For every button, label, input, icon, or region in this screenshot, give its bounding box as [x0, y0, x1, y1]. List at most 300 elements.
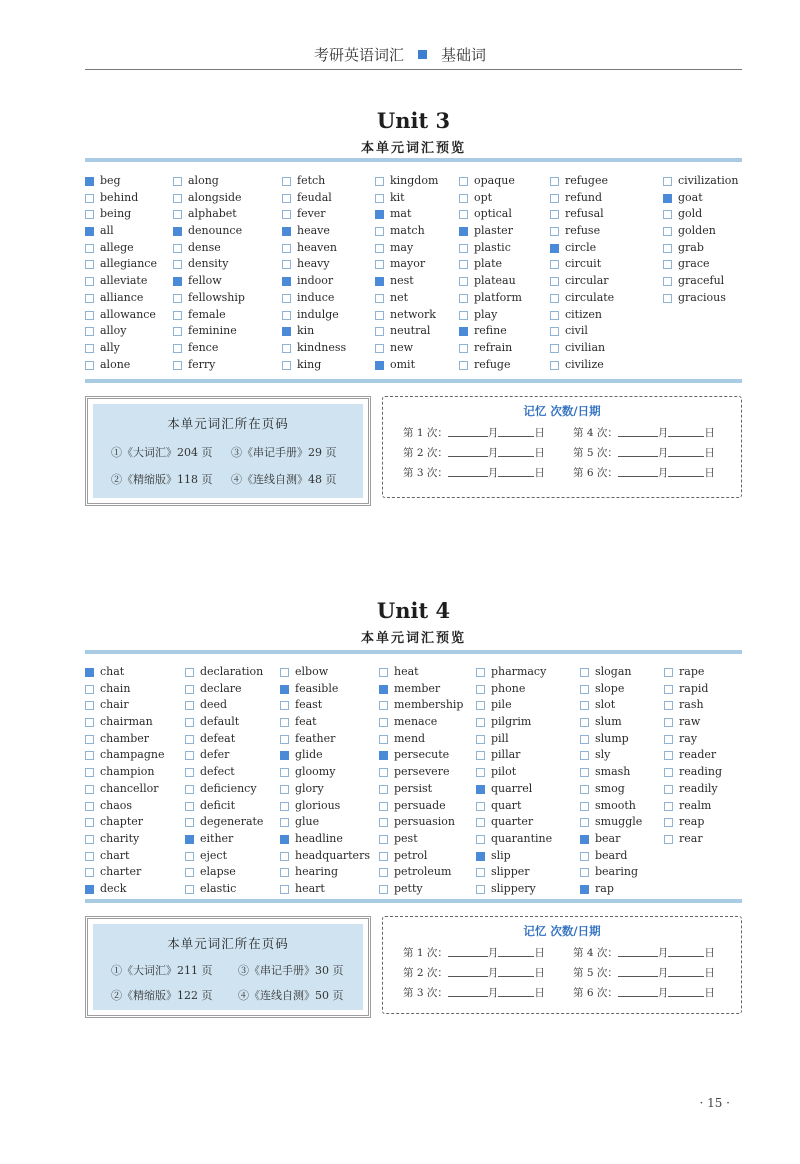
month-blank[interactable]: [448, 946, 488, 957]
month-blank[interactable]: [618, 446, 658, 457]
day-blank[interactable]: [498, 466, 534, 477]
word-checkbox[interactable]: [459, 344, 468, 353]
word-checkbox[interactable]: [580, 768, 589, 777]
word-label: feasible: [295, 681, 339, 695]
word-checkbox[interactable]: [580, 701, 589, 710]
memory-log-entry[interactable]: [403, 965, 545, 980]
word-checkbox[interactable]: [185, 868, 194, 877]
word-checkbox[interactable]: [663, 194, 672, 203]
memory-log-entry[interactable]: [403, 945, 545, 960]
memory-log-entry[interactable]: [403, 425, 545, 440]
word-label: fever: [297, 207, 326, 221]
word-checkbox[interactable]: [280, 718, 289, 727]
word-label: play: [474, 307, 498, 321]
word-checkbox[interactable]: [85, 311, 94, 320]
month-label: 月: [487, 967, 499, 979]
memory-log-entry[interactable]: [573, 965, 715, 980]
word-checkbox[interactable]: [459, 311, 468, 320]
word-label: being: [100, 207, 132, 221]
word-checkbox[interactable]: [282, 311, 291, 320]
word-checkbox[interactable]: [663, 177, 672, 186]
word-checkbox[interactable]: [379, 718, 388, 727]
word-checkbox[interactable]: [185, 718, 194, 727]
word-checkbox[interactable]: [580, 718, 589, 727]
word-checkbox[interactable]: [459, 210, 468, 219]
word-checkbox[interactable]: [664, 751, 673, 760]
day-blank[interactable]: [498, 986, 534, 997]
memory-log-entry[interactable]: [573, 445, 715, 460]
page-ref-item: ②《精缩版》118 页: [111, 473, 213, 486]
word-checkbox[interactable]: [459, 227, 468, 236]
word-checkbox[interactable]: [185, 802, 194, 811]
square-bullet-icon: [418, 50, 427, 59]
word-checkbox[interactable]: [379, 818, 388, 827]
word-checkbox[interactable]: [375, 177, 384, 186]
word-checkbox[interactable]: [459, 244, 468, 253]
word-checkbox[interactable]: [375, 311, 384, 320]
word-checkbox[interactable]: [459, 294, 468, 303]
word-checkbox[interactable]: [476, 885, 485, 894]
day-label: 日: [704, 987, 715, 999]
word-checkbox[interactable]: [375, 327, 384, 336]
word-checkbox[interactable]: [85, 852, 94, 861]
word-checkbox[interactable]: [550, 244, 559, 253]
word-checkbox[interactable]: [282, 277, 291, 286]
word-checkbox[interactable]: [664, 768, 673, 777]
word-checkbox[interactable]: [550, 227, 559, 236]
word-checkbox[interactable]: [459, 277, 468, 286]
word-checkbox[interactable]: [85, 361, 94, 370]
word-label: net: [390, 290, 409, 304]
word-checkbox[interactable]: [185, 885, 194, 894]
word-label: membership: [394, 698, 464, 712]
word-checkbox[interactable]: [85, 802, 94, 811]
word-label: deficiency: [200, 781, 257, 795]
word-checkbox[interactable]: [375, 260, 384, 269]
word-label: ally: [100, 340, 120, 354]
word-checkbox[interactable]: [580, 885, 589, 894]
word-checkbox[interactable]: [280, 735, 289, 744]
word-label: heavy: [297, 257, 330, 271]
month-blank[interactable]: [618, 986, 658, 997]
word-checkbox[interactable]: [664, 818, 673, 827]
word-checkbox[interactable]: [379, 868, 388, 877]
word-label: quart: [491, 798, 522, 812]
memory-log-entry[interactable]: [403, 445, 545, 460]
word-label: alliance: [100, 290, 144, 304]
word-label: allegiance: [100, 257, 157, 271]
word-label: may: [390, 240, 414, 254]
word-checkbox[interactable]: [85, 751, 94, 760]
word-label: heart: [295, 881, 325, 895]
day-blank[interactable]: [668, 466, 704, 477]
word-checkbox[interactable]: [664, 735, 673, 744]
word-label: pillar: [491, 748, 521, 762]
word-checkbox[interactable]: [550, 327, 559, 336]
word-label: member: [394, 681, 441, 695]
word-checkbox[interactable]: [85, 194, 94, 203]
word-checkbox[interactable]: [280, 751, 289, 760]
month-blank[interactable]: [618, 466, 658, 477]
month-blank[interactable]: [618, 946, 658, 957]
word-label: heat: [394, 665, 419, 678]
word-label: plateau: [474, 274, 516, 288]
word-checkbox[interactable]: [476, 802, 485, 811]
word-label: match: [390, 224, 425, 238]
word-checkbox[interactable]: [379, 685, 388, 694]
word-checkbox[interactable]: [85, 701, 94, 710]
word-checkbox[interactable]: [375, 227, 384, 236]
memory-log-entry[interactable]: [573, 945, 715, 960]
word-checkbox[interactable]: [379, 735, 388, 744]
word-checkbox[interactable]: [173, 194, 182, 203]
word-checkbox[interactable]: [580, 751, 589, 760]
word-checkbox[interactable]: [375, 210, 384, 219]
word-checkbox[interactable]: [173, 294, 182, 303]
word-checkbox[interactable]: [663, 294, 672, 303]
word-label: charity: [100, 831, 140, 845]
word-checkbox[interactable]: [476, 718, 485, 727]
word-checkbox[interactable]: [550, 260, 559, 269]
word-checkbox[interactable]: [476, 685, 485, 694]
word-label: smash: [595, 765, 631, 779]
word-label: persevere: [394, 765, 450, 779]
word-checkbox[interactable]: [185, 835, 194, 844]
word-checkbox[interactable]: [280, 802, 289, 811]
word-label: kit: [390, 190, 405, 204]
day-blank[interactable]: [668, 986, 704, 997]
day-blank[interactable]: [498, 426, 534, 437]
word-checkbox[interactable]: [85, 277, 94, 286]
word-checkbox[interactable]: [459, 194, 468, 203]
word-checkbox[interactable]: [173, 361, 182, 370]
word-label: beard: [595, 848, 628, 862]
word-checkbox[interactable]: [280, 685, 289, 694]
word-checkbox[interactable]: [580, 685, 589, 694]
word-checkbox[interactable]: [550, 344, 559, 353]
word-checkbox[interactable]: [85, 835, 94, 844]
word-label: slope: [595, 681, 625, 695]
word-checkbox[interactable]: [85, 344, 94, 353]
word-checkbox[interactable]: [459, 327, 468, 336]
month-blank[interactable]: [448, 966, 488, 977]
word-checkbox[interactable]: [185, 768, 194, 777]
word-checkbox[interactable]: [580, 802, 589, 811]
month-blank[interactable]: [618, 966, 658, 977]
word-checkbox[interactable]: [185, 668, 194, 677]
word-checkbox[interactable]: [282, 244, 291, 253]
word-checkbox[interactable]: [459, 177, 468, 186]
word-checkbox[interactable]: [185, 735, 194, 744]
word-label: circular: [565, 274, 609, 288]
word-checkbox[interactable]: [375, 361, 384, 370]
month-blank[interactable]: [448, 466, 488, 477]
word-checkbox[interactable]: [580, 785, 589, 794]
word-checkbox[interactable]: [85, 785, 94, 794]
word-checkbox[interactable]: [85, 244, 94, 253]
word-label: smooth: [595, 798, 636, 812]
word-checkbox[interactable]: [664, 802, 673, 811]
word-checkbox[interactable]: [280, 868, 289, 877]
top-band: [85, 650, 742, 654]
word-checkbox[interactable]: [282, 294, 291, 303]
word-checkbox[interactable]: [379, 852, 388, 861]
word-checkbox[interactable]: [550, 177, 559, 186]
word-label: sly: [595, 748, 611, 762]
word-checkbox[interactable]: [664, 701, 673, 710]
memory-log-entry[interactable]: [573, 465, 715, 480]
word-checkbox[interactable]: [280, 835, 289, 844]
word-checkbox[interactable]: [173, 177, 182, 186]
word-label: slum: [595, 715, 622, 729]
day-blank[interactable]: [498, 946, 534, 957]
month-blank[interactable]: [448, 446, 488, 457]
month-blank[interactable]: [448, 986, 488, 997]
word-checkbox[interactable]: [476, 835, 485, 844]
word-checkbox[interactable]: [85, 327, 94, 336]
attempt-label: 第 4 次：: [573, 427, 618, 439]
word-checkbox[interactable]: [85, 735, 94, 744]
word-checkbox[interactable]: [280, 852, 289, 861]
word-checkbox[interactable]: [185, 852, 194, 861]
word-checkbox[interactable]: [173, 344, 182, 353]
word-checkbox[interactable]: [280, 668, 289, 677]
word-checkbox[interactable]: [185, 701, 194, 710]
word-label: alone: [100, 357, 131, 371]
word-checkbox[interactable]: [185, 685, 194, 694]
word-checkbox[interactable]: [459, 361, 468, 370]
word-label: platform: [474, 290, 522, 304]
word-label: pill: [491, 731, 509, 745]
word-checkbox[interactable]: [375, 277, 384, 286]
word-checkbox[interactable]: [85, 868, 94, 877]
memory-log-title: 记忆 次数/日期: [523, 404, 601, 418]
word-checkbox[interactable]: [663, 227, 672, 236]
word-checkbox[interactable]: [173, 311, 182, 320]
word-checkbox[interactable]: [282, 194, 291, 203]
word-checkbox[interactable]: [85, 210, 94, 219]
word-label: champagne: [100, 748, 165, 762]
word-checkbox[interactable]: [580, 835, 589, 844]
word-checkbox[interactable]: [280, 818, 289, 827]
day-blank[interactable]: [498, 966, 534, 977]
word-label: pile: [491, 698, 512, 712]
section-title: 基础词: [441, 46, 487, 64]
word-checkbox[interactable]: [379, 885, 388, 894]
day-blank[interactable]: [668, 946, 704, 957]
word-checkbox[interactable]: [476, 701, 485, 710]
word-label: goat: [678, 190, 703, 204]
word-checkbox[interactable]: [282, 177, 291, 186]
word-label: alphabet: [188, 207, 237, 221]
day-label: 日: [534, 967, 545, 979]
word-label: allowance: [100, 307, 156, 321]
word-checkbox[interactable]: [664, 785, 673, 794]
word-checkbox[interactable]: [664, 718, 673, 727]
word-checkbox[interactable]: [550, 277, 559, 286]
unit-title: Unit 3: [376, 108, 451, 133]
word-checkbox[interactable]: [379, 785, 388, 794]
word-checkbox[interactable]: [185, 785, 194, 794]
word-checkbox[interactable]: [663, 210, 672, 219]
month-label: 月: [657, 967, 669, 979]
word-label: circulate: [565, 290, 615, 304]
word-label: deficit: [200, 798, 235, 812]
word-checkbox[interactable]: [85, 685, 94, 694]
word-label: behind: [100, 190, 139, 204]
word-checkbox[interactable]: [85, 668, 94, 677]
word-checkbox[interactable]: [173, 277, 182, 286]
word-checkbox[interactable]: [280, 785, 289, 794]
word-checkbox[interactable]: [663, 244, 672, 253]
word-checkbox[interactable]: [85, 294, 94, 303]
word-checkbox[interactable]: [185, 818, 194, 827]
word-checkbox[interactable]: [280, 701, 289, 710]
word-label: neutral: [390, 324, 431, 338]
word-checkbox[interactable]: [282, 327, 291, 336]
memory-log-entry[interactable]: [573, 425, 715, 440]
word-checkbox[interactable]: [550, 194, 559, 203]
word-label: refuse: [565, 224, 601, 238]
word-checkbox[interactable]: [379, 751, 388, 760]
page-ref-item: ③《串记手册》29 页: [231, 446, 337, 459]
word-checkbox[interactable]: [85, 260, 94, 269]
memory-log-entry[interactable]: [573, 985, 715, 1000]
word-checkbox[interactable]: [282, 361, 291, 370]
word-label: headquarters: [295, 848, 370, 862]
word-label: readily: [679, 781, 718, 795]
word-label: petrol: [394, 848, 428, 862]
word-checkbox[interactable]: [580, 868, 589, 877]
word-label: alongside: [188, 190, 242, 204]
word-checkbox[interactable]: [85, 768, 94, 777]
word-checkbox[interactable]: [280, 885, 289, 894]
word-label: smog: [595, 781, 625, 795]
word-checkbox[interactable]: [379, 668, 388, 677]
word-checkbox[interactable]: [476, 785, 485, 794]
month-blank[interactable]: [448, 426, 488, 437]
word-checkbox[interactable]: [85, 177, 94, 186]
memory-log-entry[interactable]: [403, 465, 545, 480]
word-label: either: [200, 831, 234, 845]
word-checkbox[interactable]: [375, 294, 384, 303]
word-label: plate: [474, 257, 503, 271]
word-checkbox[interactable]: [580, 852, 589, 861]
page-number: · 15 ·: [699, 1096, 730, 1110]
word-checkbox[interactable]: [282, 344, 291, 353]
word-label: chart: [100, 848, 130, 862]
day-label: 日: [534, 987, 545, 999]
word-label: glide: [295, 748, 323, 762]
word-checkbox[interactable]: [173, 244, 182, 253]
word-checkbox[interactable]: [375, 344, 384, 353]
word-label: slippery: [491, 881, 536, 895]
word-checkbox[interactable]: [664, 685, 673, 694]
word-label: defect: [200, 765, 235, 779]
word-checkbox[interactable]: [476, 735, 485, 744]
page-ref-title: 本单元词汇所在页码: [167, 936, 289, 951]
word-checkbox[interactable]: [280, 768, 289, 777]
month-label: 月: [487, 467, 499, 479]
unit-subtitle: 本单元词汇预览: [360, 631, 466, 646]
word-checkbox[interactable]: [173, 327, 182, 336]
word-checkbox[interactable]: [379, 835, 388, 844]
word-checkbox[interactable]: [580, 735, 589, 744]
word-checkbox[interactable]: [663, 277, 672, 286]
word-checkbox[interactable]: [185, 751, 194, 760]
word-checkbox[interactable]: [85, 718, 94, 727]
word-checkbox[interactable]: [282, 227, 291, 236]
word-checkbox[interactable]: [664, 835, 673, 844]
word-checkbox[interactable]: [476, 668, 485, 677]
month-blank[interactable]: [618, 426, 658, 437]
word-checkbox[interactable]: [580, 668, 589, 677]
word-label: opt: [474, 190, 493, 204]
word-checkbox[interactable]: [282, 210, 291, 219]
word-label: optical: [474, 207, 512, 221]
attempt-label: 第 6 次：: [573, 987, 618, 999]
top-band: [85, 158, 742, 162]
day-blank[interactable]: [668, 446, 704, 457]
word-checkbox[interactable]: [379, 802, 388, 811]
word-checkbox[interactable]: [173, 210, 182, 219]
word-label: plastic: [474, 240, 511, 254]
word-label: chancellor: [100, 781, 159, 795]
word-checkbox[interactable]: [476, 868, 485, 877]
word-checkbox[interactable]: [85, 818, 94, 827]
word-checkbox[interactable]: [550, 361, 559, 370]
word-checkbox[interactable]: [476, 852, 485, 861]
word-checkbox[interactable]: [85, 227, 94, 236]
word-checkbox[interactable]: [476, 818, 485, 827]
word-checkbox[interactable]: [173, 227, 182, 236]
word-checkbox[interactable]: [664, 668, 673, 677]
word-checkbox[interactable]: [379, 701, 388, 710]
word-checkbox[interactable]: [663, 260, 672, 269]
page-ref-item: ④《连线自测》50 页: [238, 989, 344, 1002]
memory-log-box: [382, 916, 742, 1014]
word-label: graceful: [678, 274, 725, 288]
word-checkbox[interactable]: [476, 768, 485, 777]
word-label: chamber: [100, 731, 150, 745]
month-label: 月: [487, 427, 499, 439]
word-checkbox[interactable]: [580, 818, 589, 827]
word-label: declare: [200, 681, 242, 695]
word-checkbox[interactable]: [173, 260, 182, 269]
word-label: fetch: [297, 174, 326, 187]
word-label: indoor: [297, 274, 334, 288]
word-checkbox[interactable]: [375, 244, 384, 253]
memory-log-entry[interactable]: [403, 985, 545, 1000]
word-label: feast: [295, 698, 323, 712]
word-checkbox[interactable]: [459, 260, 468, 269]
day-blank[interactable]: [668, 426, 704, 437]
word-checkbox[interactable]: [85, 885, 94, 894]
word-checkbox[interactable]: [550, 311, 559, 320]
word-checkbox[interactable]: [550, 294, 559, 303]
word-checkbox[interactable]: [375, 194, 384, 203]
word-checkbox[interactable]: [550, 210, 559, 219]
day-blank[interactable]: [498, 446, 534, 457]
word-label: elbow: [295, 665, 329, 678]
word-checkbox[interactable]: [379, 768, 388, 777]
day-blank[interactable]: [668, 966, 704, 977]
word-label: mend: [394, 731, 426, 745]
word-label: civilization: [678, 174, 739, 187]
day-label: 日: [704, 447, 715, 459]
word-checkbox[interactable]: [476, 751, 485, 760]
word-checkbox[interactable]: [282, 260, 291, 269]
